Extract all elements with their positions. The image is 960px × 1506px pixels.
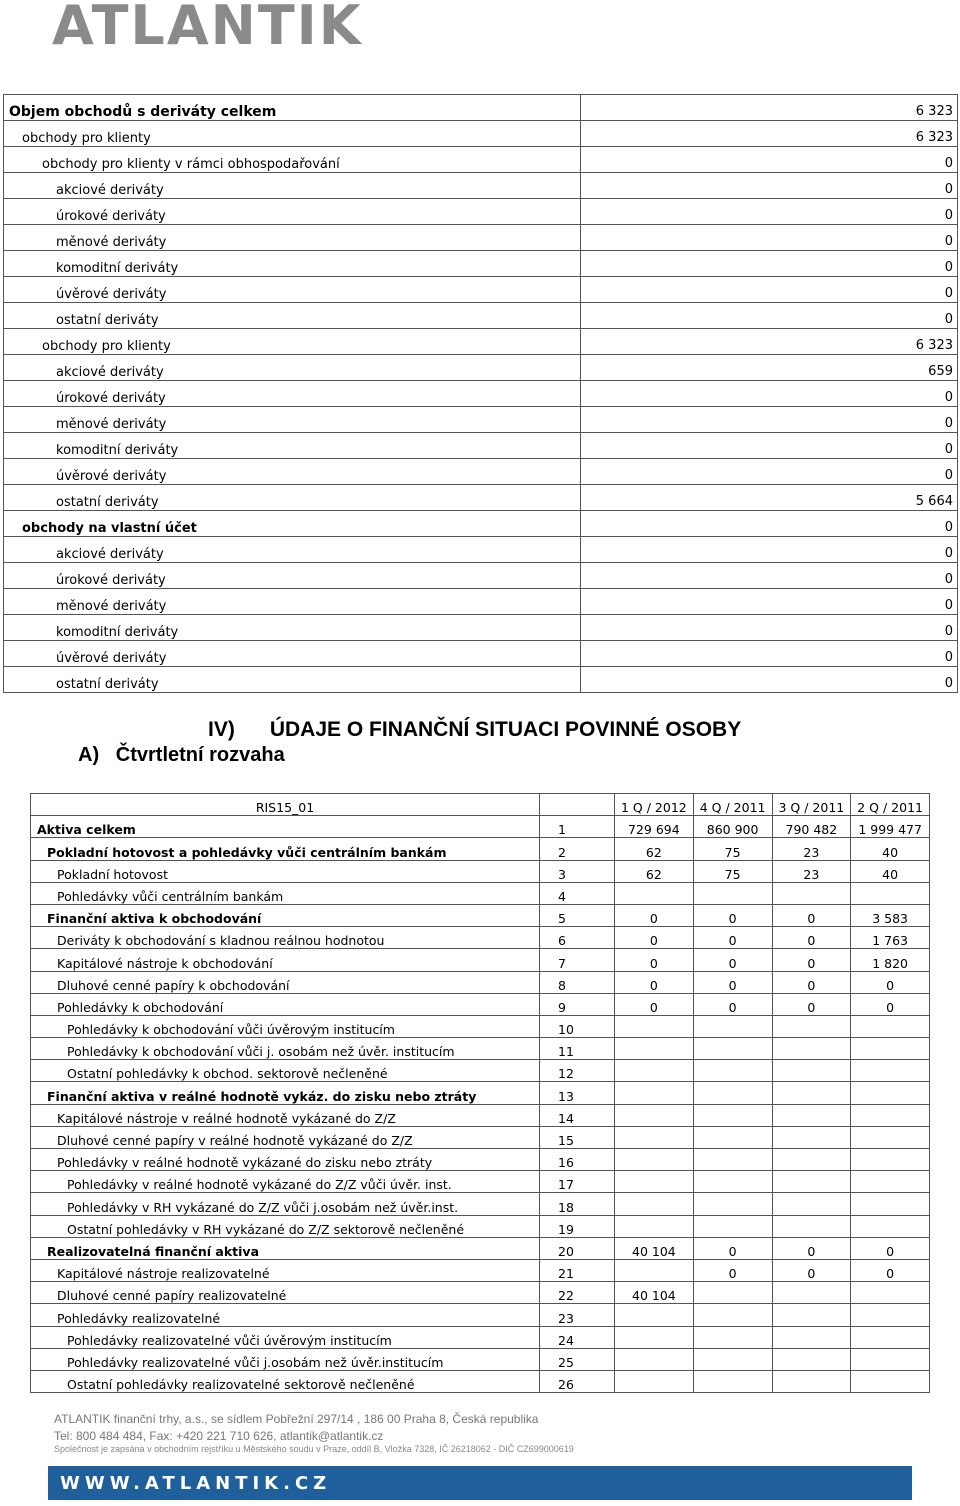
column-header: 1 Q / 2012 — [615, 794, 694, 816]
row-number: 11 — [540, 1038, 615, 1060]
row-value: 0 — [581, 147, 958, 173]
row-label: Pohledávky k obchodování — [31, 993, 540, 1015]
cell-value — [851, 1149, 930, 1171]
table-row — [31, 1348, 930, 1370]
row-number: 10 — [540, 1015, 615, 1037]
table-row — [4, 485, 958, 511]
table-row — [4, 303, 958, 329]
row-value: 0 — [581, 667, 958, 693]
row-number: 8 — [540, 971, 615, 993]
cell-value — [693, 1370, 772, 1392]
cell-value — [851, 1282, 930, 1304]
table-row — [4, 563, 958, 589]
row-value: 0 — [581, 459, 958, 485]
row-label: Finanční aktiva k obchodování — [31, 904, 540, 926]
cell-value: 0 — [693, 927, 772, 949]
cell-value: 0 — [772, 927, 851, 949]
table-row — [31, 1104, 930, 1126]
cell-value — [772, 1282, 851, 1304]
row-label: ostatní deriváty — [4, 303, 581, 329]
cell-value — [693, 1171, 772, 1193]
cell-value — [615, 1348, 694, 1370]
cell-value — [693, 1215, 772, 1237]
cell-value: 0 — [693, 971, 772, 993]
row-label: Pohledávky v reálné hodnotě vykázané do Z/Z vůči úvěr. inst. — [31, 1171, 540, 1193]
row-label: úvěrové deriváty — [4, 459, 581, 485]
table-row — [31, 904, 930, 926]
table-row — [31, 1304, 930, 1326]
cell-value: 0 — [851, 971, 930, 993]
cell-value — [772, 1326, 851, 1348]
cell-value — [851, 1126, 930, 1148]
row-label: Kapitálové nástroje realizovatelné — [31, 1259, 540, 1281]
row-label: akciové deriváty — [4, 537, 581, 563]
table-row — [31, 993, 930, 1015]
table-row — [31, 927, 930, 949]
cell-value: 1 820 — [851, 949, 930, 971]
table-caption: RIS15_01 — [31, 794, 540, 816]
table-row — [31, 1237, 930, 1259]
cell-value — [693, 1038, 772, 1060]
cell-value: 0 — [851, 993, 930, 1015]
cell-value — [693, 1348, 772, 1370]
cell-value — [851, 1060, 930, 1082]
cell-value — [772, 1304, 851, 1326]
cell-value — [693, 1015, 772, 1037]
row-label: úrokové deriváty — [4, 563, 581, 589]
row-number: 19 — [540, 1215, 615, 1237]
row-value: 0 — [581, 641, 958, 667]
cell-value — [851, 1015, 930, 1037]
atlantik-logo: ATLANTIK — [52, 0, 363, 57]
cell-value — [615, 1149, 694, 1171]
cell-value — [772, 1370, 851, 1392]
cell-value — [693, 1326, 772, 1348]
row-label: ostatní deriváty — [4, 667, 581, 693]
cell-value — [693, 1304, 772, 1326]
cell-value: 62 — [615, 838, 694, 860]
cell-value: 0 — [772, 949, 851, 971]
row-number: 3 — [540, 860, 615, 882]
table-row — [4, 173, 958, 199]
row-label: Pohledávky k obchodování vůči j. osobám než úvěr. institucím — [31, 1038, 540, 1060]
cell-value — [615, 1259, 694, 1281]
column-header: 4 Q / 2011 — [693, 794, 772, 816]
cell-value — [615, 1215, 694, 1237]
row-number: 7 — [540, 949, 615, 971]
row-label: úrokové deriváty — [4, 381, 581, 407]
row-value: 0 — [581, 225, 958, 251]
cell-value: 0 — [693, 949, 772, 971]
cell-value — [615, 1060, 694, 1082]
footer-address: ATLANTIK finanční trhy, a.s., se sídlem Pobřežní 297/14 , 186 00 Praha 8, Česká republika — [54, 1412, 539, 1426]
row-number: 12 — [540, 1060, 615, 1082]
row-number: 5 — [540, 904, 615, 926]
row-number: 17 — [540, 1171, 615, 1193]
header-blank — [540, 794, 615, 816]
row-number: 24 — [540, 1326, 615, 1348]
table-row — [31, 882, 930, 904]
cell-value — [851, 1348, 930, 1370]
row-label: Ostatní pohledávky realizovatelné sektorově nečleněné — [31, 1370, 540, 1392]
cell-value — [615, 882, 694, 904]
row-number: 14 — [540, 1104, 615, 1126]
row-label: Dluhové cenné papíry k obchodování — [31, 971, 540, 993]
row-label: Dluhové cenné papíry realizovatelné — [31, 1282, 540, 1304]
row-label: Realizovatelná finanční aktiva — [31, 1237, 540, 1259]
table-row — [4, 199, 958, 225]
row-label: Aktiva celkem — [31, 816, 540, 838]
cell-value — [851, 1193, 930, 1215]
table-row — [4, 225, 958, 251]
row-value: 0 — [581, 537, 958, 563]
cell-value — [693, 1149, 772, 1171]
cell-value: 1 763 — [851, 927, 930, 949]
row-number: 2 — [540, 838, 615, 860]
section-heading: IV) ÚDAJE O FINANČNÍ SITUACI POVINNÉ OSOBY — [208, 718, 742, 741]
cell-value: 23 — [772, 838, 851, 860]
row-number: 22 — [540, 1282, 615, 1304]
table-row — [31, 1193, 930, 1215]
row-number: 15 — [540, 1126, 615, 1148]
cell-value — [851, 1171, 930, 1193]
table-row — [4, 147, 958, 173]
cell-value: 0 — [615, 949, 694, 971]
table-row — [31, 1149, 930, 1171]
table-row — [31, 949, 930, 971]
row-value: 0 — [581, 563, 958, 589]
row-value: 6 323 — [581, 95, 958, 121]
row-label: komoditní deriváty — [4, 433, 581, 459]
row-value: 0 — [581, 615, 958, 641]
cell-value: 0 — [615, 904, 694, 926]
row-number: 16 — [540, 1149, 615, 1171]
cell-value — [772, 1104, 851, 1126]
row-number: 18 — [540, 1193, 615, 1215]
cell-value — [693, 1060, 772, 1082]
cell-value: 62 — [615, 860, 694, 882]
row-number: 4 — [540, 882, 615, 904]
row-value: 659 — [581, 355, 958, 381]
row-value: 0 — [581, 381, 958, 407]
row-label: obchody pro klienty — [4, 329, 581, 355]
row-label: akciové deriváty — [4, 355, 581, 381]
row-number: 9 — [540, 993, 615, 1015]
row-number: 26 — [540, 1370, 615, 1392]
table-row — [31, 971, 930, 993]
row-label: Pokladní hotovost a pohledávky vůči centrálním bankám — [31, 838, 540, 860]
table-row — [31, 816, 930, 838]
cell-value: 40 — [851, 860, 930, 882]
row-label: Ostatní pohledávky k obchod. sektorově nečleněné — [31, 1060, 540, 1082]
table-row — [31, 1326, 930, 1348]
row-label: úvěrové deriváty — [4, 641, 581, 667]
derivatives-volume-table — [3, 94, 958, 693]
row-label: měnové deriváty — [4, 589, 581, 615]
row-label: Dluhové cenné papíry v reálné hodnotě vykázané do Z/Z — [31, 1126, 540, 1148]
row-label: obchody na vlastní účet — [4, 511, 581, 537]
row-label: Pohledávky realizovatelné — [31, 1304, 540, 1326]
cell-value: 729 694 — [615, 816, 694, 838]
cell-value: 40 — [851, 838, 930, 860]
table-row — [31, 1259, 930, 1281]
cell-value — [615, 1304, 694, 1326]
row-label: komoditní deriváty — [4, 251, 581, 277]
cell-value: 75 — [693, 838, 772, 860]
footer-url-link[interactable]: WWW.ATLANTIK.CZ — [60, 1473, 332, 1494]
table-row — [4, 537, 958, 563]
table-row — [31, 1038, 930, 1060]
row-label: Ostatní pohledávky v RH vykázané do Z/Z sektorově nečleněné — [31, 1215, 540, 1237]
row-label: Objem obchodů s deriváty celkem — [4, 95, 581, 121]
cell-value — [772, 1015, 851, 1037]
table-row — [4, 95, 958, 121]
row-label: Pohledávky v reálné hodnotě vykázané do zisku nebo ztráty — [31, 1149, 540, 1171]
cell-value: 40 104 — [615, 1237, 694, 1259]
cell-value: 0 — [772, 993, 851, 1015]
cell-value — [772, 1193, 851, 1215]
cell-value — [772, 1082, 851, 1104]
table-row — [4, 667, 958, 693]
row-number: 21 — [540, 1259, 615, 1281]
row-number: 6 — [540, 927, 615, 949]
row-label: Deriváty k obchodování s kladnou reálnou hodnotou — [31, 927, 540, 949]
column-header: 2 Q / 2011 — [851, 794, 930, 816]
cell-value — [615, 1082, 694, 1104]
row-value: 0 — [581, 407, 958, 433]
cell-value: 40 104 — [615, 1282, 694, 1304]
row-value: 5 664 — [581, 485, 958, 511]
row-value: 0 — [581, 511, 958, 537]
cell-value: 0 — [851, 1237, 930, 1259]
cell-value — [772, 1038, 851, 1060]
cell-value — [772, 1060, 851, 1082]
cell-value — [772, 1215, 851, 1237]
row-label: komoditní deriváty — [4, 615, 581, 641]
row-label: úvěrové deriváty — [4, 277, 581, 303]
cell-value — [851, 1215, 930, 1237]
table-row — [4, 121, 958, 147]
row-value: 0 — [581, 433, 958, 459]
row-label: Pohledávky v RH vykázané do Z/Z vůči j.osobám než úvěr.inst. — [31, 1193, 540, 1215]
table-row — [4, 433, 958, 459]
cell-value: 0 — [615, 993, 694, 1015]
cell-value — [851, 1370, 930, 1392]
row-label: obchody pro klienty v rámci obhospodařování — [4, 147, 581, 173]
row-number: 20 — [540, 1237, 615, 1259]
row-value: 0 — [581, 589, 958, 615]
table-row — [4, 511, 958, 537]
table-row — [4, 641, 958, 667]
footer-contact: Tel: 800 484 484, Fax: +420 221 710 626, atlantik@atlantik.cz — [54, 1429, 384, 1443]
row-label: Kapitálové nástroje k obchodování — [31, 949, 540, 971]
cell-value: 0 — [693, 1237, 772, 1259]
cell-value — [615, 1015, 694, 1037]
column-header: 3 Q / 2011 — [772, 794, 851, 816]
cell-value — [615, 1171, 694, 1193]
table-row — [4, 329, 958, 355]
table-row — [4, 459, 958, 485]
cell-value: 75 — [693, 860, 772, 882]
table-row — [31, 838, 930, 860]
table-row — [31, 1082, 930, 1104]
row-label: obchody pro klienty — [4, 121, 581, 147]
row-label: Pohledávky realizovatelné vůči j.osobám než úvěr.institucím — [31, 1348, 540, 1370]
cell-value: 0 — [693, 993, 772, 1015]
cell-value — [693, 1282, 772, 1304]
row-value: 0 — [581, 303, 958, 329]
row-label: Pohledávky k obchodování vůči úvěrovým institucím — [31, 1015, 540, 1037]
cell-value: 0 — [772, 971, 851, 993]
row-label: Kapitálové nástroje v reálné hodnotě vykázané do Z/Z — [31, 1104, 540, 1126]
cell-value — [615, 1038, 694, 1060]
cell-value — [693, 1104, 772, 1126]
cell-value — [772, 1171, 851, 1193]
row-label: měnové deriváty — [4, 225, 581, 251]
cell-value — [615, 1370, 694, 1392]
cell-value — [615, 1126, 694, 1148]
cell-value: 0 — [615, 971, 694, 993]
cell-value: 1 999 477 — [851, 816, 930, 838]
row-number: 23 — [540, 1304, 615, 1326]
cell-value: 0 — [772, 1237, 851, 1259]
row-number: 25 — [540, 1348, 615, 1370]
cell-value — [693, 882, 772, 904]
table-row — [31, 1171, 930, 1193]
row-label: Pohledávky vůči centrálním bankám — [31, 882, 540, 904]
cell-value: 790 482 — [772, 816, 851, 838]
subsection-heading: A) Čtvrtletní rozvaha — [78, 744, 285, 766]
cell-value: 0 — [693, 1259, 772, 1281]
row-value: 6 323 — [581, 329, 958, 355]
row-label: Finanční aktiva v reálné hodnotě vykáz. do zisku nebo ztráty — [31, 1082, 540, 1104]
cell-value — [772, 1149, 851, 1171]
cell-value — [615, 1326, 694, 1348]
table-row — [4, 407, 958, 433]
cell-value: 3 583 — [851, 904, 930, 926]
row-value: 0 — [581, 199, 958, 225]
cell-value: 860 900 — [693, 816, 772, 838]
table-row — [31, 860, 930, 882]
row-label: úrokové deriváty — [4, 199, 581, 225]
cell-value: 0 — [693, 904, 772, 926]
cell-value — [772, 1126, 851, 1148]
row-label: ostatní deriváty — [4, 485, 581, 511]
cell-value: 0 — [615, 927, 694, 949]
cell-value — [772, 882, 851, 904]
footer-registry: Společnost je zapsána v obchodním rejstříku u Městského soudu v Praze, oddíl B, Vložka 7328, IČ 26218062 - DIČ CZ699000619 — [54, 1444, 574, 1454]
table-row — [4, 355, 958, 381]
cell-value — [851, 1326, 930, 1348]
row-label: Pokladní hotovost — [31, 860, 540, 882]
table-row — [4, 277, 958, 303]
cell-value: 0 — [772, 1259, 851, 1281]
cell-value — [693, 1126, 772, 1148]
row-label: akciové deriváty — [4, 173, 581, 199]
cell-value: 0 — [772, 904, 851, 926]
row-label: měnové deriváty — [4, 407, 581, 433]
cell-value — [851, 1104, 930, 1126]
cell-value: 0 — [851, 1259, 930, 1281]
row-number: 1 — [540, 816, 615, 838]
row-value: 0 — [581, 251, 958, 277]
row-number: 13 — [540, 1082, 615, 1104]
table-row — [4, 615, 958, 641]
table-row — [31, 1015, 930, 1037]
cell-value — [772, 1348, 851, 1370]
row-value: 6 323 — [581, 121, 958, 147]
table-row — [31, 1370, 930, 1392]
row-label: Pohledávky realizovatelné vůči úvěrovým institucím — [31, 1326, 540, 1348]
table-row — [31, 1215, 930, 1237]
cell-value — [851, 882, 930, 904]
table-row — [31, 1126, 930, 1148]
cell-value — [851, 1038, 930, 1060]
table-row — [4, 381, 958, 407]
table-row — [4, 589, 958, 615]
row-value: 0 — [581, 277, 958, 303]
cell-value — [693, 1082, 772, 1104]
table-row — [31, 1282, 930, 1304]
cell-value — [615, 1193, 694, 1215]
table-row — [4, 251, 958, 277]
row-value: 0 — [581, 173, 958, 199]
cell-value — [693, 1193, 772, 1215]
cell-value — [851, 1304, 930, 1326]
table-row — [31, 1060, 930, 1082]
cell-value: 23 — [772, 860, 851, 882]
quarterly-balance-table — [30, 793, 930, 1393]
cell-value — [615, 1104, 694, 1126]
header-row — [31, 794, 930, 816]
cell-value — [851, 1082, 930, 1104]
